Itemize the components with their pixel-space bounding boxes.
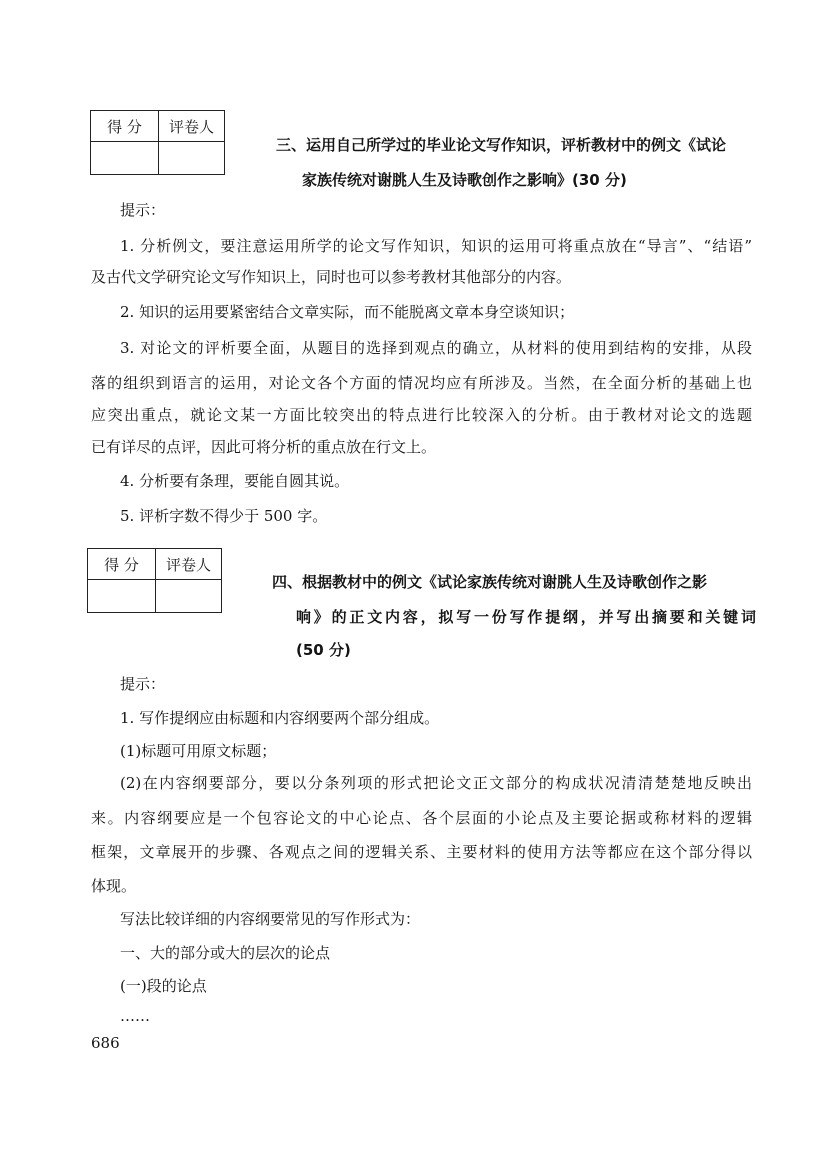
section4-line: 1. 写作提纲应由标题和内容纲要两个部分组成。 — [120, 709, 440, 727]
score-box-section4 — [87, 548, 222, 613]
section4-hint-label: 提示： — [120, 675, 166, 693]
section3-title-line2: 家族传统对谢朓人生及诗歌创作之影响》(30 分) — [302, 171, 627, 189]
score-label: 得 分 — [88, 549, 156, 580]
grader-label: 评卷人 — [156, 549, 222, 580]
section3-title-line1: 三、运用自己所学过的毕业论文写作知识，评析教材中的例文《试论 — [276, 136, 727, 154]
section3-line: 应突出重点，就论文某一方面比较突出的特点进行比较深入的分析。由于教材对论文的选题 — [91, 406, 752, 424]
section3-line: 落的组织到语言的运用，对论文各个方面的情况均应有所涉及。当然，在全面分析的基础上也 — [91, 374, 752, 392]
page-number: 686 — [91, 1034, 120, 1052]
section4-title-line1: 四、根据教材中的例文《试论家族传统对谢朓人生及诗歌创作之影 — [272, 573, 708, 591]
grader-cell — [159, 142, 225, 175]
section3-line: 及古代文学研究论文写作知识上，同时也可以参考教材其他部分的内容。 — [91, 268, 572, 286]
section4-line: …… — [120, 1007, 150, 1025]
section3-line: 已有详尽的点评，因此可将分析的重点放在行文上。 — [91, 438, 437, 456]
section3-line: 2. 知识的运用要紧密结合文章实际，而不能脱离文章本身空谈知识； — [120, 303, 575, 321]
grader-label: 评卷人 — [159, 111, 225, 142]
section3-line: 5. 评析字数不得少于 500 字。 — [120, 507, 328, 525]
section4-line: (一)段的论点 — [120, 977, 207, 995]
section4-line: 写法比较详细的内容纲要常见的写作形式为： — [120, 910, 421, 928]
section4-line: 框架，文章展开的步骤、各观点之间的逻辑关系、主要材料的使用方法等都应在这个部分得以 — [91, 843, 752, 861]
section3-line: 1. 分析例文，要注意运用所学的论文写作知识，知识的运用可将重点放在“导言”、“结语” — [120, 237, 752, 255]
section4-title-line2: 响》的正文内容，拟写一份写作提纲，并写出摘要和关键词 — [296, 608, 756, 626]
section4-line: 体现。 — [91, 877, 137, 895]
grader-cell — [156, 580, 222, 613]
score-cell — [88, 580, 156, 613]
section3-hint-label: 提示： — [120, 201, 166, 219]
section4-line: (1)标题可用原文标题； — [120, 742, 277, 760]
score-label: 得 分 — [91, 111, 159, 142]
score-cell — [91, 142, 159, 175]
score-box-section3 — [90, 110, 225, 175]
section3-line: 4. 分析要有条理，要能自圆其说。 — [120, 472, 350, 490]
section4-line: 一、大的部分或大的层次的论点 — [120, 944, 331, 962]
section3-line: 3. 对论文的评析要全面，从题目的选择到观点的确立，从材料的使用到结构的安排，从段 — [120, 339, 752, 357]
section4-line: 来。内容纲要应是一个包容论文的中心论点、各个层面的小论点及主要论据或称材料的逻辑 — [91, 809, 752, 827]
section4-title-line3: (50 分) — [296, 641, 351, 659]
section4-line: (2)在内容纲要部分，要以分条列项的形式把论文正文部分的构成状况清清楚楚地反映出 — [120, 774, 752, 792]
